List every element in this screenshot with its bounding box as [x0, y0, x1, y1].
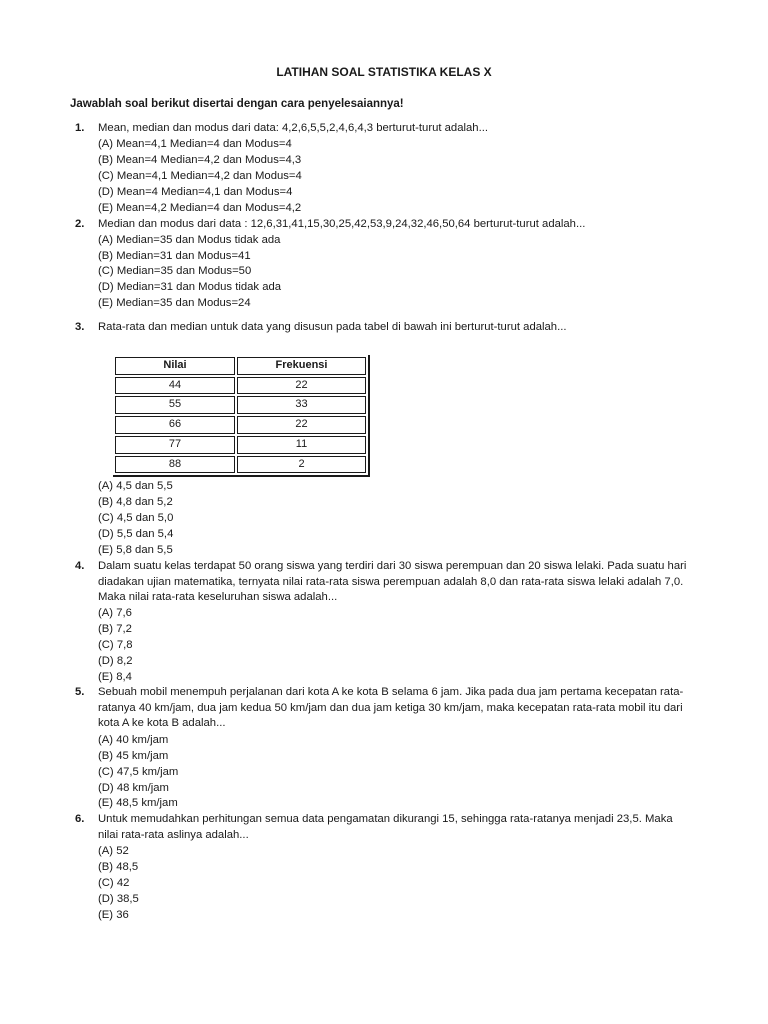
- question-number: 1.: [75, 122, 85, 134]
- question-number: 2.: [75, 218, 85, 230]
- table-cell: 88: [115, 456, 235, 474]
- question-text: Untuk memudahkan perhitungan semua data pengamatan dikurangi 15, sehingga rata-ratanya menjadi 23,5. Maka nilai rata-rata aslinya adalah...: [98, 813, 673, 841]
- table-cell: 55: [115, 396, 235, 414]
- table-cell: 66: [115, 416, 235, 434]
- option-b: (B) Mean=4 Median=4,2 dan Modus=4,3: [98, 154, 302, 166]
- option-e: (E) Median=35 dan Modus=24: [98, 297, 251, 309]
- option-e: (E) 8,4: [98, 671, 132, 683]
- question-text: Dalam suatu kelas terdapat 50 orang siswa yang terdiri dari 30 siswa perempuan dan 20 siswa lelaki. Pada suatu hari diadakan ujian matematika, ternyata nilai rata-rata siswa perempuan adalah 8,0 dan rata-rata siswa lelaki adalah 7,0. Maka nilai rata-rata keseluruhan siswa adalah...: [98, 560, 687, 604]
- header-frekuensi: Frekuensi: [237, 357, 366, 375]
- option-a: (A) 52: [98, 845, 129, 857]
- option-c: (C) 7,8: [98, 639, 133, 651]
- option-a: (A) Mean=4,1 Median=4 dan Modus=4: [98, 138, 292, 150]
- option-d: (D) 48 km/jam: [98, 782, 169, 794]
- page-title: LATIHAN SOAL STATISTIKA KELAS X: [276, 65, 492, 79]
- question-text: Median dan modus dari data : 12,6,31,41,15,30,25,42,53,9,24,32,46,50,64 berturut-turut adalah...: [98, 218, 586, 230]
- option-b: (B) 45 km/jam: [98, 750, 169, 762]
- instruction: Jawablah soal berikut disertai dengan cara penyelesaiannya!: [70, 98, 404, 110]
- option-e: (E) Mean=4,2 Median=4 dan Modus=4,2: [98, 202, 302, 214]
- option-c: (C) 4,5 dan 5,0: [98, 512, 174, 524]
- option-e: (E) 36: [98, 909, 129, 921]
- frequency-table: [113, 355, 370, 477]
- option-a: (A) 4,5 dan 5,5: [98, 480, 173, 492]
- table-cell: 44: [115, 377, 235, 395]
- table-row: [115, 456, 366, 474]
- option-e: (E) 5,8 dan 5,5: [98, 544, 173, 556]
- option-e: (E) 48,5 km/jam: [98, 797, 178, 809]
- option-c: (C) Mean=4,1 Median=4,2 dan Modus=4: [98, 170, 302, 182]
- question-number: 3.: [75, 321, 85, 333]
- table-cell: 33: [237, 396, 366, 414]
- table-cell: 2: [237, 456, 366, 474]
- table-header-row: [115, 357, 366, 375]
- table-row: [115, 396, 366, 414]
- option-a: (A) Median=35 dan Modus tidak ada: [98, 234, 281, 246]
- option-b: (B) 48,5: [98, 861, 139, 873]
- table-row: [115, 436, 366, 454]
- header-nilai: Nilai: [115, 357, 235, 375]
- question-number: 4.: [75, 560, 85, 572]
- option-b: (B) 4,8 dan 5,2: [98, 496, 173, 508]
- table-cell: 22: [237, 377, 366, 395]
- option-d: (D) Median=31 dan Modus tidak ada: [98, 281, 282, 293]
- question-number: 5.: [75, 686, 85, 698]
- table-cell: 11: [237, 436, 366, 454]
- option-a: (A) 40 km/jam: [98, 734, 169, 746]
- table-row: [115, 416, 366, 434]
- question-text: Mean, median dan modus dari data: 4,2,6,5,5,2,4,6,4,3 berturut-turut adalah...: [98, 122, 488, 134]
- option-c: (C) 42: [98, 877, 130, 889]
- option-b: (B) Median=31 dan Modus=41: [98, 250, 251, 262]
- table-cell: 77: [115, 436, 235, 454]
- option-d: (D) 8,2: [98, 655, 133, 667]
- option-d: (D) 38,5: [98, 893, 139, 905]
- question-text: Sebuah mobil menempuh perjalanan dari kota A ke kota B selama 6 jam. Jika pada dua jam pertama kecepatan rata-ratanya 40 km/jam, dua jam kedua 50 km/jam dan dua jam ketiga 30 km/jam, maka kecepatan rata-rata mobil itu dari kota A ke kota B adalah...: [98, 686, 684, 730]
- option-a: (A) 7,6: [98, 607, 132, 619]
- option-c: (C) 47,5 km/jam: [98, 766, 179, 778]
- option-b: (B) 7,2: [98, 623, 132, 635]
- option-d: (D) Mean=4 Median=4,1 dan Modus=4: [98, 186, 293, 198]
- option-c: (C) Median=35 dan Modus=50: [98, 265, 252, 277]
- option-d: (D) 5,5 dan 5,4: [98, 528, 174, 540]
- question-text: Rata-rata dan median untuk data yang disusun pada tabel di bawah ini berturut-turut adalah...: [98, 321, 567, 333]
- question-number: 6.: [75, 813, 85, 825]
- table-cell: 22: [237, 416, 366, 434]
- table-row: [115, 377, 366, 395]
